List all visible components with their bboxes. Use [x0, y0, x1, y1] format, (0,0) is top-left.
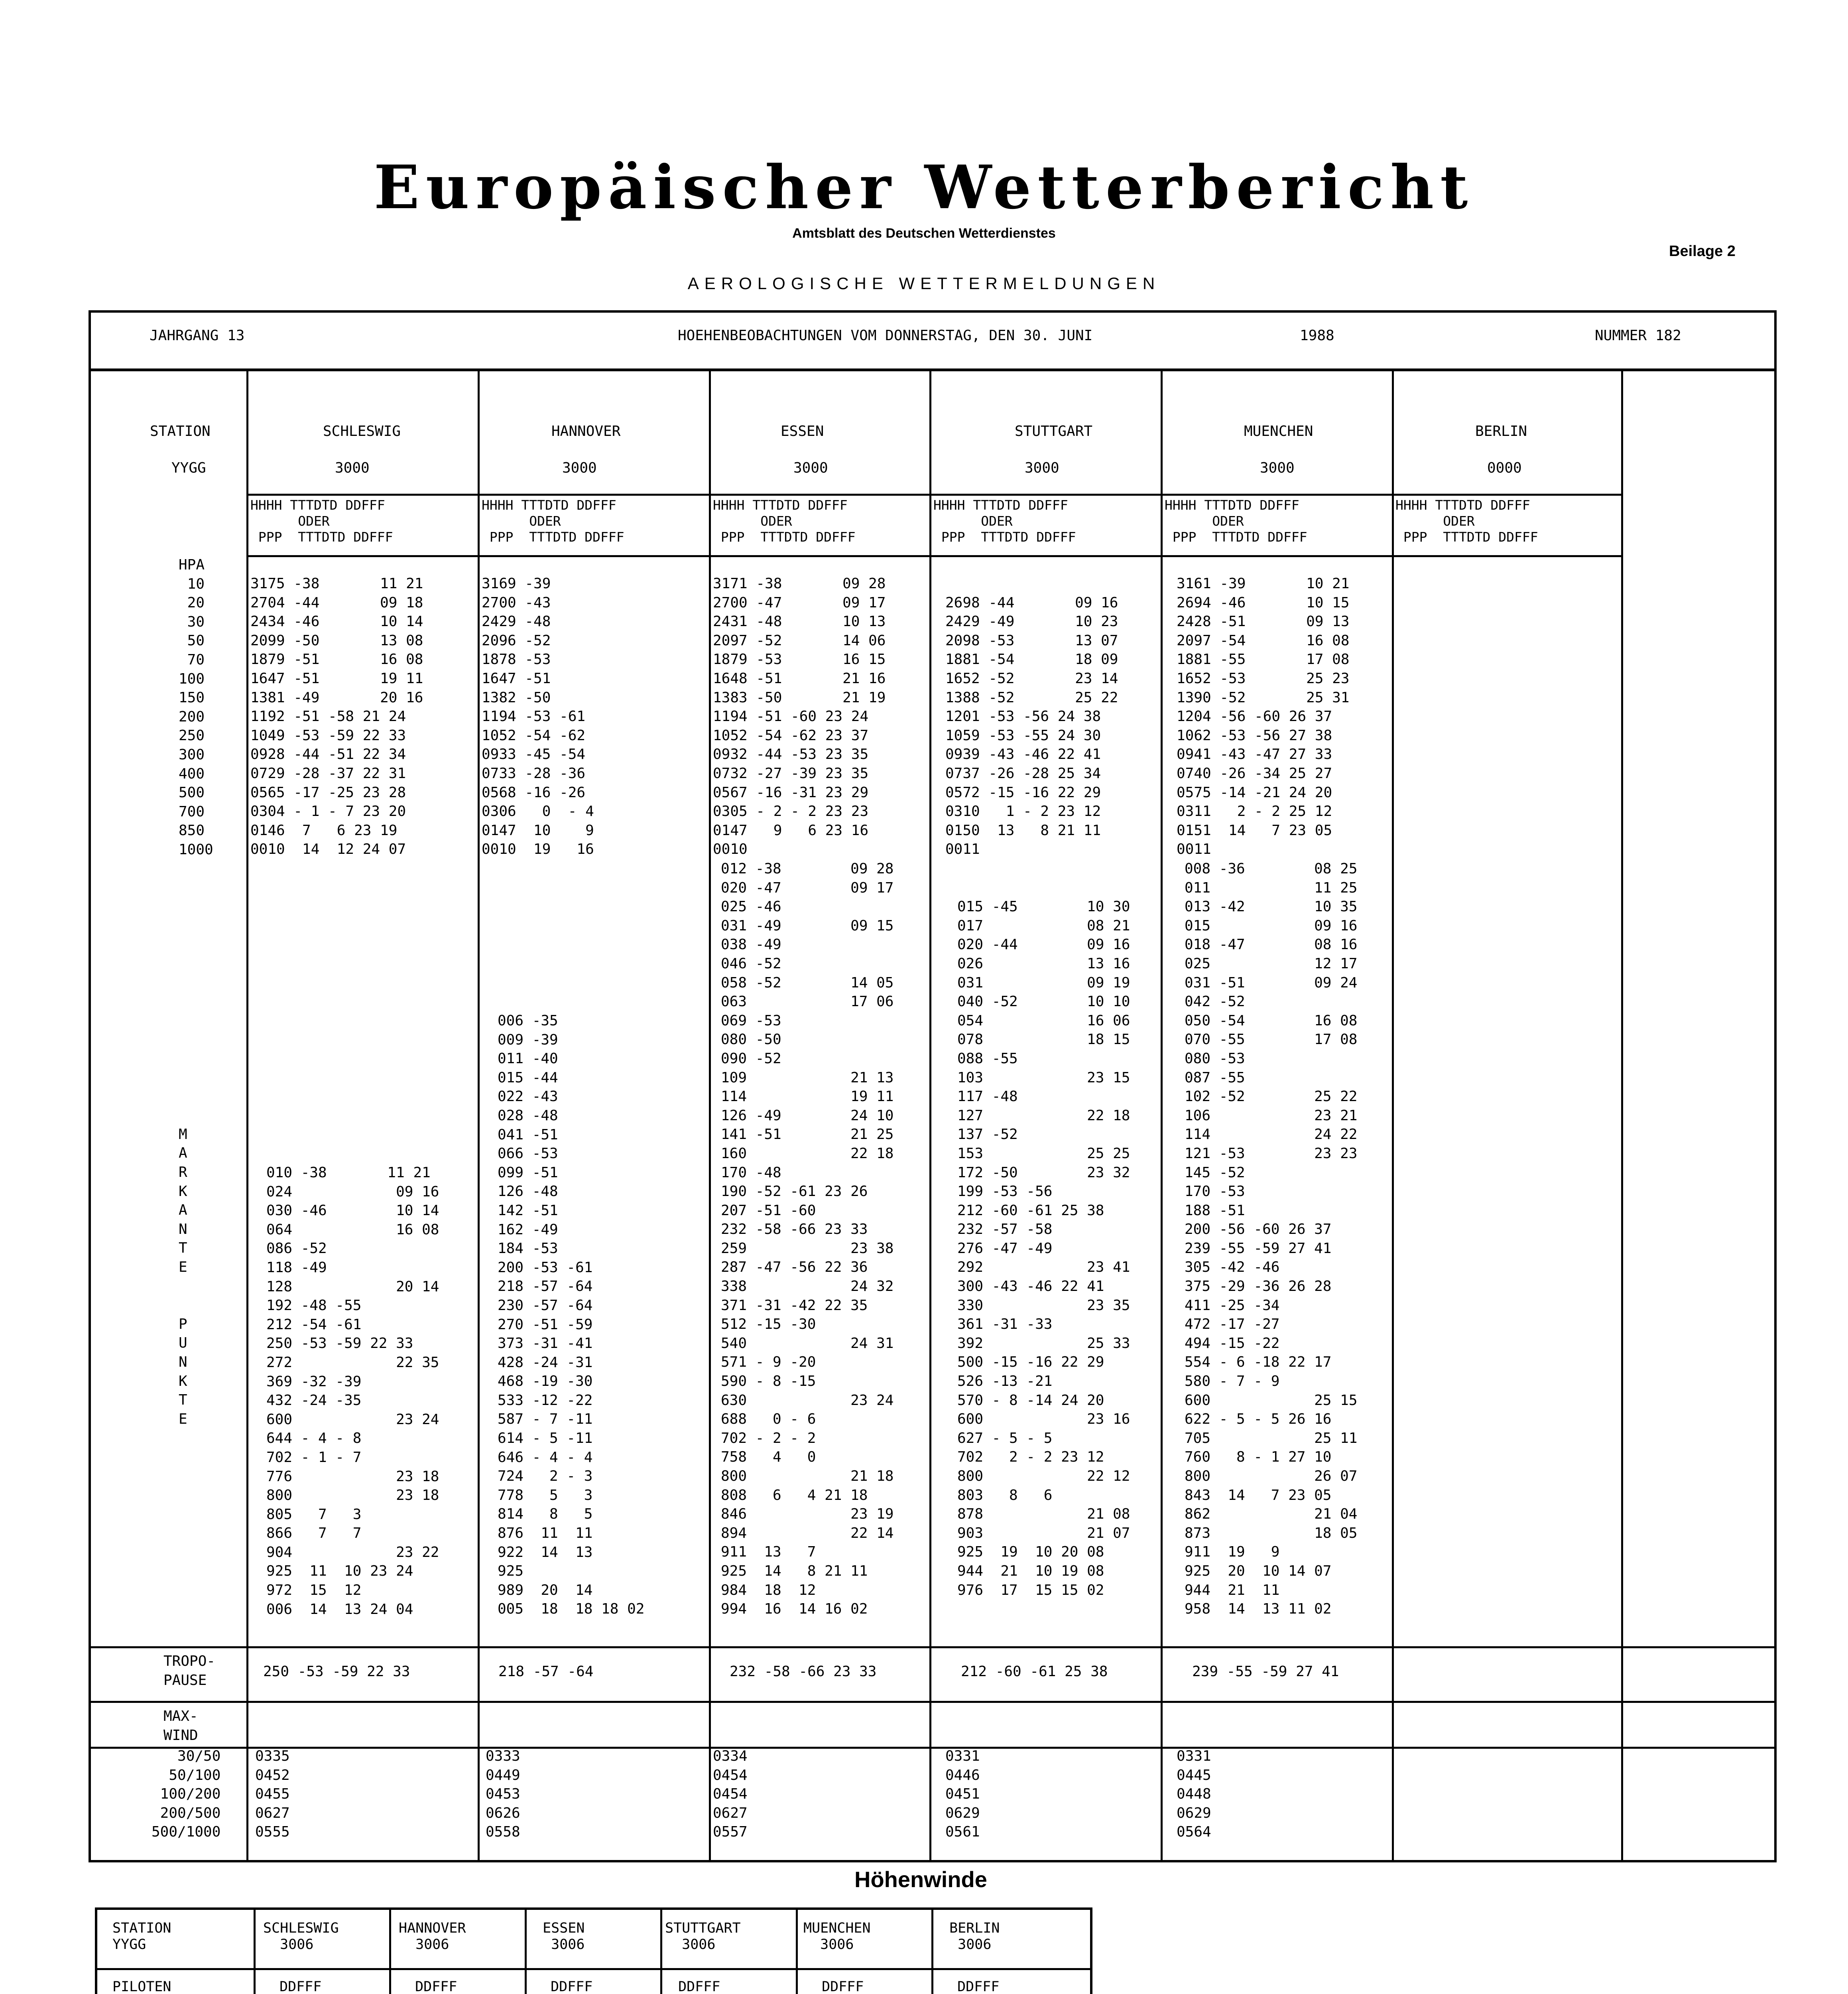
column-header: ODER — [933, 513, 1013, 529]
year-label: 1988 — [1300, 327, 1334, 344]
yygg-label: YYGG — [171, 460, 206, 476]
column-header: HHHH TTTDTD DDFFF — [1395, 497, 1530, 513]
section-heading: AEROLOGISCHE WETTERMELDUNGEN — [687, 274, 1161, 293]
station-name: MUENCHEN — [1244, 423, 1313, 439]
column-header: PPP TTTDTD DDFFF — [713, 529, 856, 545]
column-header: ODER — [1165, 513, 1244, 529]
column-header: ODER — [482, 513, 561, 529]
supplement-label: Beilage 2 — [1669, 243, 1736, 260]
station-head: MUENCHEN 3006 — [803, 1920, 871, 1953]
station-name: SCHLESWIG — [323, 423, 401, 439]
significant-levels: 008 -36 08 25 011 11 25 013 -42 10 35 015 09 16 018 -47 08 16 025 12 17 031 -51 09 24 042 -52 050 -54 16 08 070 -55 17 08 080 -53 087 -55 102 -52 25 22 106 23 21 114 24 22 121 -53 23 23 145 -52 170 -53 188 -51 200 -56 -60 26 37 239 -55 -59 27 41 305 -42 -46 375 -29 -36 26 28 411 -25 -34 472 -17 -27 494 -15 -22 554 - 6 -18 22 17 580 - 7 - 9 600 25 15 622 - 5 - 5 26 16 705 25 11 760 8 - 1 27 10 800 26 07 843 14 7 23 05 862 21 04 873 18 05 911 19 9 925 20 10 14 07 944 21 11 958 14 13 11 02 — [1185, 861, 1358, 1618]
maxwind-values: 0331 0445 0448 0629 0564 — [1177, 1748, 1211, 1840]
newspaper-subtitle: Amtsblatt des Deutschen Wetterdienstes — [792, 226, 1056, 241]
significant-levels: 015 -45 10 30 017 08 21 020 -44 09 16 026 13 16 031 09 19 040 -52 10 10 054 16 06 078 18 15 088 -55 103 23 15 117 -48 127 22 18 137 -52 153 25 25 172 -50 23 32 199 -53 -56 212 -60 -61 25 38 232 -57 -58 276 -47 -49 292 23 41 300 -43 -46 22 41 330 23 35 361 -31 -33 392 25 33 500 -15 -16 22 29 526 -13 -21 570 - 8 -14 24 20 600 23 16 627 - 5 - 5 702 2 - 2 23 12 800 22 12 803 8 6 878 21 08 903 21 07 925 19 10 20 08 944 21 10 19 08 976 17 15 15 02 — [957, 898, 1130, 1598]
column-header: PPP TTTDTD DDFFF — [250, 529, 393, 545]
maxwind-label: MAX- WIND — [163, 1708, 198, 1744]
newspaper-title: Europäischer Wetterbericht — [374, 152, 1474, 223]
station-yygg: 3000 — [793, 460, 828, 476]
table-rule — [89, 1646, 1777, 1648]
column-header: PPP TTTDTD DDFFF — [1395, 529, 1538, 545]
table-rule — [89, 1747, 1777, 1749]
piloten-value: DDFFF — [279, 1979, 322, 1994]
column-underline — [246, 494, 1621, 496]
tropopause-value: 212 -60 -61 25 38 — [961, 1663, 1108, 1680]
station-head: STUTTGART 3006 — [665, 1920, 741, 1953]
upper-winds-title: Höhenwinde — [854, 1867, 987, 1892]
column-header: HHHH TTTDTD DDFFF — [250, 497, 385, 513]
significant-levels: 010 -38 11 21 024 09 16 030 -46 10 14 064 16 08 086 -52 118 -49 128 20 14 192 -48 -55 212 -54 -61 250 -53 -59 22 33 272 22 35 369 -32 -39 432 -24 -35 600 23 24 644 - 4 - 8 702 - 1 - 7 776 23 18 800 23 18 805 7 3 866 7 7 904 23 22 925 11 10 23 24 972 15 12 006 14 13 24 04 — [266, 1164, 439, 1618]
table-divider — [478, 369, 480, 1862]
table-divider — [525, 1907, 527, 1994]
station-head: BERLIN 3006 — [949, 1920, 1000, 1953]
column-header: HHHH TTTDTD DDFFF — [933, 497, 1068, 513]
piloten-value: DDFFF — [678, 1979, 720, 1994]
table-divider — [1621, 369, 1623, 1862]
maxwind-values: 0334 0454 0454 0627 0557 — [713, 1748, 748, 1840]
standard-levels: 3161 -39 10 21 2694 -46 10 15 2428 -51 09 13 2097 -54 16 08 1881 -55 17 08 1652 -53 25 23 1390 -52 25 31 1204 -56 -60 26 37 1062 -53 -56 27 38 0941 -43 -47 27 33 0740 -26 -34 25 27 0575 -14 -21 24 20 0311 2 - 2 25 12 0151 14 7 23 05 0011 — [1177, 575, 1350, 858]
table-divider — [709, 369, 711, 1862]
station-name: HANNOVER — [551, 423, 621, 439]
column-header: HHHH TTTDTD DDFFF — [482, 497, 616, 513]
pressure-level-labels: HPA 10 20 30 50 70 100 150 200 250 300 400 500 700 850 1000 M A R K A N T E P U N K T E — [179, 557, 213, 1427]
piloten-value: DDFFF — [415, 1979, 457, 1994]
upper-winds-station-label: STATION YYGG — [112, 1920, 171, 1953]
column-header: ODER — [1395, 513, 1475, 529]
significant-levels: 006 -35 009 -39 011 -40 015 -44 022 -43 028 -48 041 -51 066 -53 099 -51 126 -48 142 -51 162 -49 184 -53 200 -53 -61 218 -57 -64 230 -57 -64 270 -51 -59 373 -31 -41 428 -24 -31 468 -19 -30 533 -12 -22 587 - 7 -11 614 - 5 -11 646 - 4 - 4 724 2 - 3 778 5 3 814 8 5 876 11 11 922 14 13 925 989 20 14 005 18 18 18 02 — [498, 1013, 645, 1618]
station-yygg: 0000 — [1487, 460, 1522, 476]
piloten-value: DDFFF — [813, 1979, 864, 1994]
column-header: PPP TTTDTD DDFFF — [1165, 529, 1307, 545]
station-yygg: 3000 — [1025, 460, 1059, 476]
maxwind-values: 0331 0446 0451 0629 0561 — [945, 1748, 980, 1840]
layer-labels: 30/50 50/100 100/200 200/500 500/1000 — [152, 1748, 221, 1840]
station-head: HANNOVER 3006 — [399, 1920, 466, 1953]
station-name: STUTTGART — [1015, 423, 1093, 439]
table-divider — [389, 1907, 391, 1994]
standard-levels: 2698 -44 09 16 2429 -49 10 23 2098 -53 13 07 1881 -54 18 09 1652 -52 23 14 1388 -52 25 22 1201 -53 -56 24 38 1059 -53 -55 24 30 0939 -43 -46 22 41 0737 -26 -28 25 34 0572 -15 -16 22 29 0310 1 - 2 23 12 0150 13 8 21 11 0011 — [945, 594, 1118, 858]
table-divider — [796, 1907, 798, 1994]
table-divider — [1161, 369, 1163, 1862]
table-divider — [254, 1907, 256, 1994]
tropopause-value: 239 -55 -59 27 41 — [1192, 1663, 1339, 1680]
tropopause-value: 218 -57 -64 — [498, 1663, 594, 1680]
standard-levels: 3175 -38 11 21 2704 -44 09 18 2434 -46 10 14 2099 -50 13 08 1879 -51 16 08 1647 -51 19 11 1381 -49 20 16 1192 -51 -58 21 24 1049 -53 -59 22 33 0928 -44 -51 22 34 0729 -28 -37 22 31 0565 -17 -25 23 28 0304 - 1 - 7 23 20 0146 7 6 23 19 0010 14 12 24 07 — [250, 575, 423, 858]
column-header: PPP TTTDTD DDFFF — [933, 529, 1076, 545]
column-header: HHHH TTTDTD DDFFF — [713, 497, 848, 513]
standard-levels: 3171 -38 09 28 2700 -47 09 17 2431 -48 10 13 2097 -52 14 06 1879 -53 16 15 1648 -51 21 16 1383 -50 21 19 1194 -51 -60 23 24 1052 -54 -62 23 37 0932 -44 -53 23 35 0732 -27 -39 23 35 0567 -16 -31 23 29 0305 - 2 - 2 23 23 0147 9 6 23 16 0010 — [713, 575, 886, 858]
observation-date: HOEHENBEOBACHTUNGEN VOM DONNERSTAG, DEN 30. JUNI — [678, 327, 1093, 344]
station-yygg: 3000 — [1260, 460, 1295, 476]
tropopause-label: TROPO- PAUSE — [163, 1653, 216, 1689]
piloten-value: DDFFF — [957, 1979, 1000, 1994]
table-divider — [931, 1907, 933, 1994]
table-divider — [929, 369, 931, 1862]
station-name: ESSEN — [781, 423, 824, 439]
header-rule — [246, 555, 1621, 557]
maxwind-values: 0333 0449 0453 0626 0558 — [486, 1748, 520, 1840]
tropopause-value: 250 -53 -59 22 33 — [263, 1663, 410, 1680]
station-yygg: 3000 — [562, 460, 597, 476]
maxwind-values: 0335 0452 0455 0627 0555 — [255, 1748, 290, 1840]
standard-levels: 3169 -39 2700 -43 2429 -48 2096 -52 1878 -53 1647 -51 1382 -50 1194 -53 -61 1052 -54 -62 0933 -45 -54 0733 -28 -36 0568 -16 -26 0306 0 - 4 0147 10 9 0010 19 16 — [482, 575, 594, 858]
station-yygg: 3000 — [335, 460, 370, 476]
table-divider — [246, 369, 248, 1862]
volume-label: JAHRGANG 13 — [150, 327, 245, 344]
table-divider — [1392, 369, 1394, 1862]
column-header: ODER — [713, 513, 792, 529]
station-head: ESSEN 3006 — [543, 1920, 585, 1953]
column-header: ODER — [250, 513, 330, 529]
table-divider — [660, 1907, 662, 1994]
column-header: HHHH TTTDTD DDFFF — [1165, 497, 1299, 513]
station-label: STATION — [150, 423, 211, 439]
column-header: PPP TTTDTD DDFFF — [482, 529, 624, 545]
station-head: SCHLESWIG 3006 — [263, 1920, 339, 1953]
tropopause-value: 232 -58 -66 23 33 — [730, 1663, 877, 1680]
station-name: BERLIN — [1475, 423, 1527, 439]
piloten-value: DDFFF — [551, 1979, 593, 1994]
table-rule — [89, 1701, 1777, 1703]
issue-number: NUMMER 182 — [1595, 327, 1681, 344]
table-rule — [95, 1968, 1092, 1970]
piloten-label: PILOTEN — [112, 1979, 171, 1994]
significant-levels: 012 -38 09 28 020 -47 09 17 025 -46 031 -49 09 15 038 -49 046 -52 058 -52 14 05 063 17 06 069 -53 080 -50 090 -52 109 21 13 114 19 11 126 -49 24 10 141 -51 21 25 160 22 18 170 -48 190 -52 -61 23 26 207 -51 -60 232 -58 -66 23 33 259 23 38 287 -47 -56 22 36 338 24 32 371 -31 -42 22 35 512 -15 -30 540 24 31 571 - 9 -20 590 - 8 -15 630 23 24 688 0 - 6 702 - 2 - 2 758 4 0 800 21 18 808 6 4 21 18 846 23 19 894 22 14 911 13 7 925 14 8 21 11 984 18 12 994 16 14 16 02 — [721, 861, 894, 1618]
